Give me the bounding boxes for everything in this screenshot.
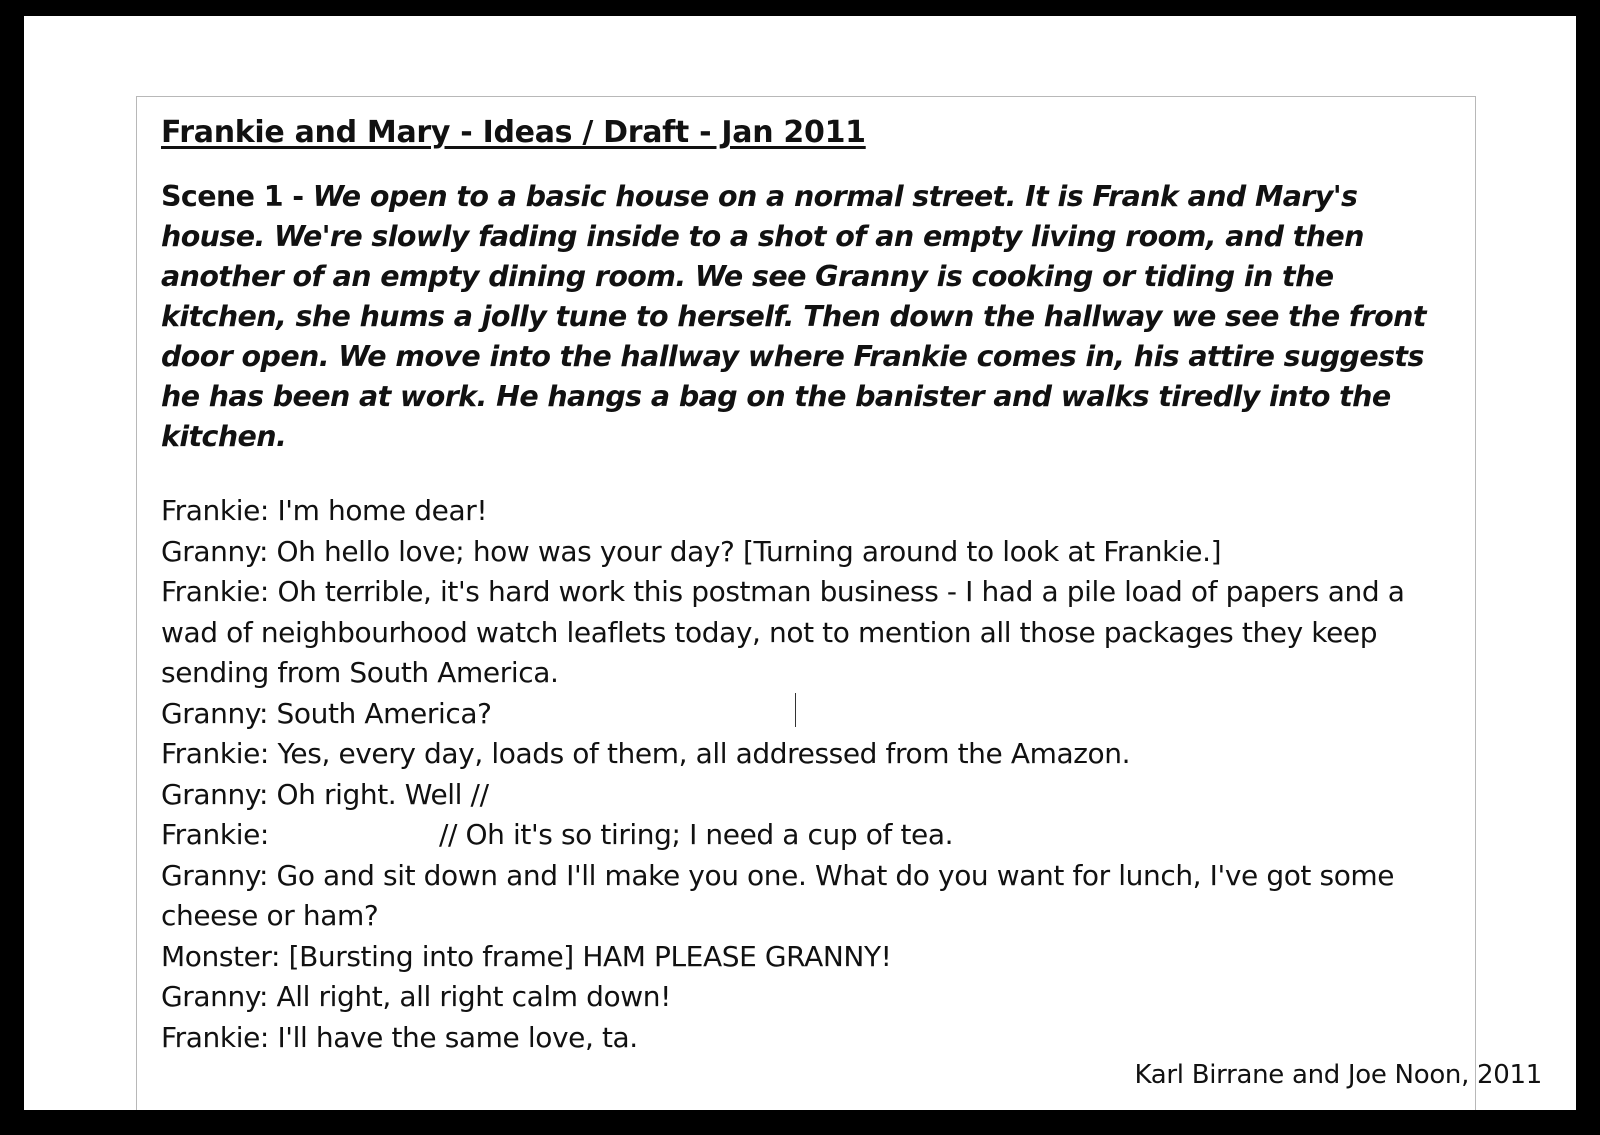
scene-description: We open to a basic house on a normal street. It is Frank and Mary's house. We're slowly fading inside to a shot of an empty living room, and then another of an empty dining room. We see Granny is cooking or tiding in the kitchen, she hums a jolly tune to herself. Then down the hallway we see the front door open. We move into the hallway where Frankie comes in, his attire suggests he has been at work. He hangs a bag on the banister and walks tiredly into the kitchen. [161, 180, 1426, 453]
dialogue-line: Granny: Go and sit down and I'll make you one. What do you want for lunch, I've got some cheese or ham? [161, 858, 1403, 932]
dialogue-line: Frankie: Yes, every day, loads of them, all addressed from the Amazon. [161, 737, 1131, 770]
dialogue-line: Granny: South America? [161, 696, 492, 730]
spacer-after-title [161, 151, 1467, 177]
dialogue-block [161, 491, 1467, 1058]
dialogue-line: Granny: Oh right. Well // [161, 777, 489, 811]
dialogue-line: Monster: [Bursting into frame] HAM PLEASE GRANNY! [161, 939, 892, 973]
text-cursor [795, 693, 796, 727]
dialogue-line: Granny: Oh hello love; how was your day? [Turning around to look at Frankie.] [161, 534, 1222, 568]
page-title: Frankie and Mary - Ideas / Draft - Jan 2011 [161, 115, 866, 150]
scene-label: Scene 1 - [161, 180, 313, 213]
dialogue-line: Frankie: // Oh it's so tiring; I need a cup of tea. [161, 818, 954, 851]
dialogue-line: Frankie: I'll have the same love, ta. [161, 1020, 638, 1054]
dialogue-line: Frankie: Oh terrible, it's hard work this postman business - I had a pile load of papers and a wad of neighbourhood watch leaflets today, not to mention all those packages they keep sending from South America. [161, 575, 1413, 689]
spacer-before-dialogue [161, 457, 1467, 491]
scene-paragraph [161, 177, 1467, 457]
document-page [24, 16, 1576, 1110]
dialogue-line: Frankie: I'm home dear! [161, 494, 488, 527]
dialogue-line: Granny: All right, all right calm down! [161, 980, 671, 1013]
script-text-box[interactable] [136, 96, 1476, 1110]
credit-line: Karl Birrane and Joe Noon, 2011 [1134, 1060, 1542, 1090]
